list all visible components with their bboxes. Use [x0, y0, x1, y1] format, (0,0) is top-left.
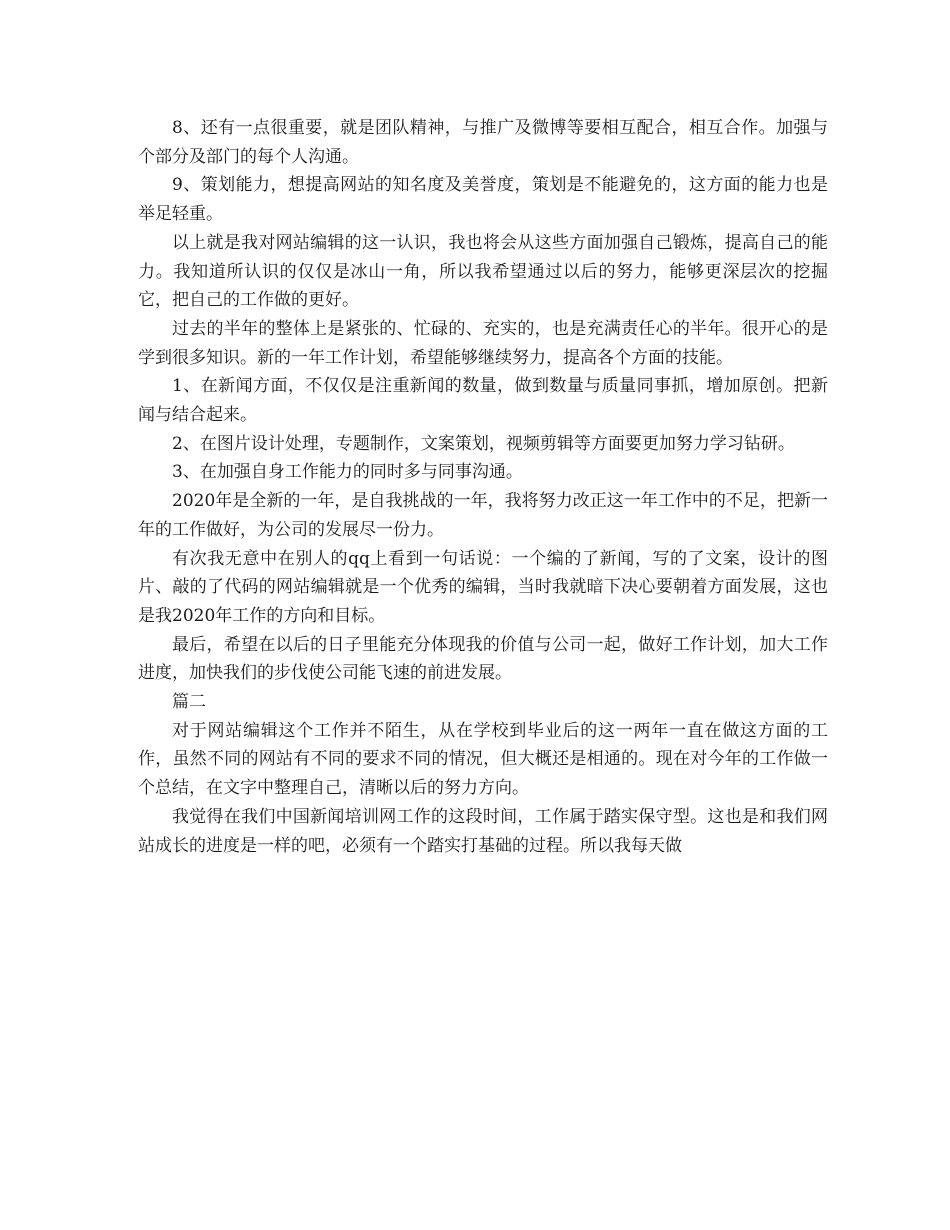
paragraph-plan-communication: 3、在加强自身工作能力的同时多与同事沟通。	[172, 462, 523, 483]
paragraph-half-year: 过去的半年的整体上是紧张的、忙碌的、充实的，也是充满责任心的半年。很开心的是学到很多知识。新的一年工作计划，希望能够继续努力，提高各个方面的技能。	[138, 318, 828, 368]
paragraph-closing: 最后，希望在以后的日子里能充分体现我的价值与公司一起，做好工作计划，加大工作进度，加快我们的步伐使公司能飞速的前进发展。	[138, 634, 828, 684]
paragraph-plan-news: 1、在新闻方面，不仅仅是注重新闻的数量，做到数量与质量同事抓，增加原创。把新闻与结合起来。	[138, 376, 828, 426]
section-heading: 篇二	[172, 692, 206, 713]
document-body	[138, 114, 828, 860]
paragraph-section2-work: 我觉得在我们中国新闻培训网工作的这段时间，工作属于踏实保守型。这也是和我们网站成长的进度是一样的吧，必须有一个踏实打基础的过程。所以我每天做	[138, 806, 828, 856]
paragraph-planning: 9、策划能力，想提高网站的知名度及美誉度，策划是不能避免的，这方面的能力也是举足轻重。	[138, 175, 828, 225]
paragraph-section2-intro: 对于网站编辑这个工作并不陌生，从在学校到毕业后的这一两年一直在做这方面的工作，虽然不同的网站有不同的要求不同的情况，但大概还是相通的。现在对今年的工作做一个总结，在文字中整理自己，清晰以后的努力方向。	[138, 720, 828, 799]
paragraph-plan-design: 2、在图片设计处理，专题制作，文案策划，视频剪辑等方面要更加努力学习钻研。	[172, 433, 795, 454]
paragraph-new-year: 2020年是全新的一年，是自我挑战的一年，我将努力改正这一年工作中的不足，把新一年的工作做好，为公司的发展尽一份力。	[138, 491, 828, 540]
paragraph-teamwork: 8、还有一点很重要，就是团队精神，与推广及微博等要相互配合，相互合作。加强与个部分及部门的每个人沟通。	[138, 118, 828, 167]
paragraph-goal: 有次我无意中在别人的qq上看到一句话说：一个编的了新闻，写的了文案，设计的图片、敲的了代码的网站编辑就是一个优秀的编辑，当时我就暗下决心要朝着方面发展，这也是我2020年工作的方向和目标。	[138, 548, 828, 626]
paragraph-summary: 以上就是我对网站编辑的这一认识，我也将会从这些方面加强自己锻炼，提高自己的能力。我知道所认识的仅仅是冰山一角，所以我希望通过以后的努力，能够更深层次的挖掘它，把自己的工作做的更好。	[138, 232, 828, 311]
